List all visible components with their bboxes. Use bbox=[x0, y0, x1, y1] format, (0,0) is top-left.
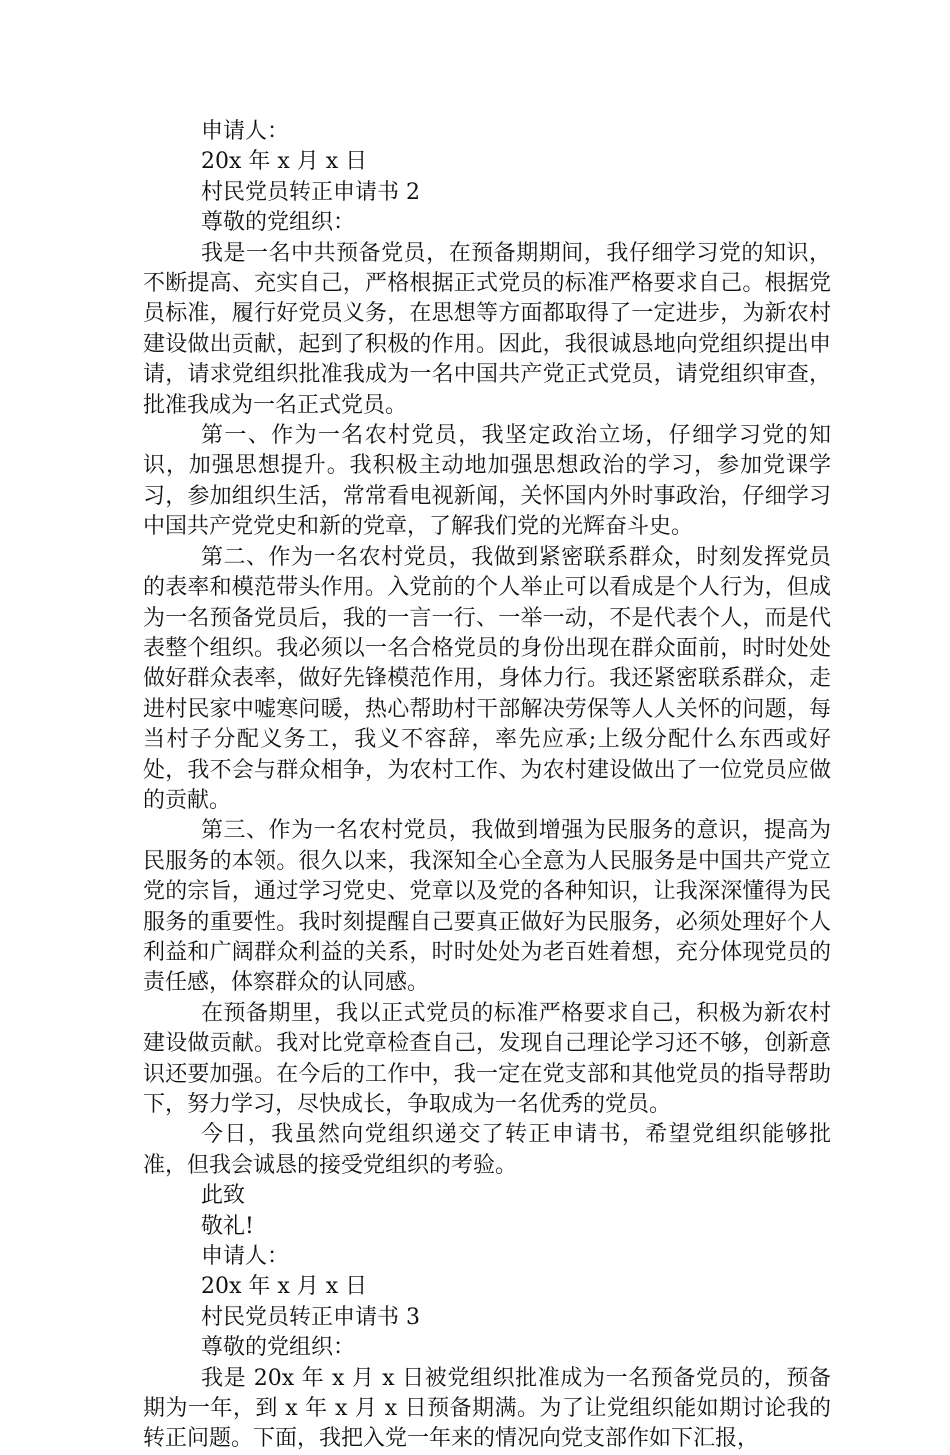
paragraph-second: 第二、作为一名农村党员，我做到紧密联系群众，时刻发挥党员的表率和模范带头作用。入党前的个人举止可以看成是个人行为，但成为一名预备党员后，我的一言一行、一举一动，不是代表个人，而是代表整个组织。我必须以一名合格党员的身份出现在群众面前，时时处处做好群众表率，做好先锋模范作用，身体力行。我还紧密联系群众，走进村民家中嘘寒问暖，热心帮助村干部解决劳保等人人关怀的问题，每当村子分配义务工，我义不容辞，率先应承;上级分配什么东西或好处，我不会与群众相争，为农村工作、为农村建设做出了一位党员应做的贡献。 bbox=[143, 544, 831, 813]
paragraph-third: 第三、作为一名农村党员，我做到增强为民服务的意识，提高为民服务的本领。很久以来，我深知全心全意为人民服务是中国共产党立党的宗旨，通过学习党史、党章以及党的各种知识，让我深深懂得为民服务的重要性。我时刻提醒自己要真正做好为民服务，必须处理好个人利益和广阔群众利益的关系，时时处处为老百姓着想，充分体现党员的责任感，体察群众的认同感。 bbox=[143, 818, 831, 996]
paragraph-section-3: 我是 20x 年 x 月 x 日被党组织批准成为一名预备党员的，预备期为一年，到 x 年 x 月 x 日预备期满。为了让党组织能如期讨论我的转正问题。下面，我把入党一年来的情况向党支部作如下汇报， bbox=[143, 1365, 831, 1452]
signature-label-2: 申请人： bbox=[201, 1244, 290, 1270]
paragraph-probation: 在预备期里，我以正式党员的标准严格要求自己，积极为新农村建设做贡献。我对比党章检查自己，发现自己理论学习还不够，创新意识还要加强。在今后的工作中，我一定在党支部和其他党员的指导帮助下，努力学习，尽快成长，争取成为一名优秀的党员。 bbox=[143, 1000, 831, 1117]
date-line-2: 20x 年 x 月 x 日 bbox=[201, 1274, 368, 1300]
paragraph-intro: 我是一名中共预备党员，在预备期期间，我仔细学习党的知识，不断提高、充实自己，严格根据正式党员的标准严格要求自己。根据党员标准，履行好党员义务，在思想等方面都取得了一定进步，为新农村建设做出贡献，起到了积极的作用。因此，我很诚恳地向党组织提出申请，请求党组织批准我成为一名中国共产党正式党员，请党组织审查，批准我成为一名正式党员。 bbox=[143, 240, 831, 418]
date-line: 20x 年 x 月 x 日 bbox=[201, 149, 368, 175]
signature-label: 申请人： bbox=[201, 119, 290, 144]
section-title-3: 村民党员转正申请书 3 bbox=[201, 1304, 420, 1330]
section-title-2: 村民党员转正申请书 2 bbox=[201, 179, 420, 205]
document-page bbox=[143, 117, 831, 1455]
salutation: 尊敬的党组织： bbox=[201, 210, 356, 236]
closing-salute: 敬礼! bbox=[201, 1213, 254, 1239]
paragraph-first: 第一、作为一名农村党员，我坚定政治立场，仔细学习党的知识，加强思想提升。我积极主动地加强思想政治的学习，参加党课学习，参加组织生活，常常看电视新闻，关怀国内外时事政治，仔细学习中国共产党党史和新的党章，了解我们党的光辉奋斗史。 bbox=[143, 423, 831, 540]
paragraph-closing: 今日，我虽然向党组织递交了转正申请书，希望党组织能够批准，但我会诚恳的接受党组织的考验。 bbox=[143, 1122, 831, 1178]
salutation-2: 尊敬的党组织： bbox=[201, 1335, 356, 1361]
closing-phrase: 此致 bbox=[201, 1183, 246, 1209]
